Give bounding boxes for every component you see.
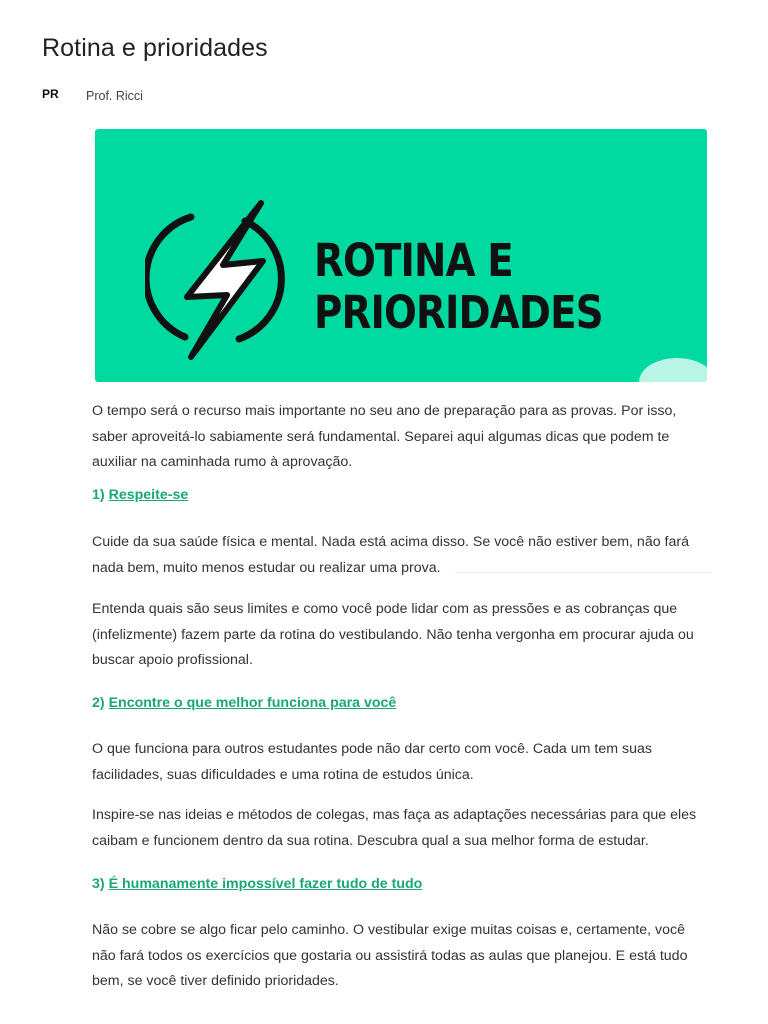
- author-name[interactable]: Prof. Ricci: [86, 89, 143, 103]
- section-1-heading: [92, 487, 188, 503]
- lightning-bolt-icon: [145, 199, 285, 361]
- banner-line-2: PRIORIDADES: [314, 286, 603, 339]
- divider: [455, 572, 710, 573]
- section-2-number: 2): [92, 695, 105, 711]
- section-2-heading: [92, 695, 396, 711]
- banner-line-1: ROTINA E: [314, 234, 513, 287]
- section-3-link[interactable]: É humanamente impossível fazer tudo de tudo: [108, 876, 423, 892]
- section-3-number: 3): [92, 876, 105, 892]
- intro-paragraph: O tempo será o recurso mais importante no seu ano de preparação para as provas. Por isso, saber aproveitá-lo sabiamente será fundamental. Separei aqui algumas dicas que podem te auxiliar na caminhada rumo à aprovação.: [92, 403, 677, 470]
- section-1-number: 1): [92, 487, 105, 503]
- section-3-heading: [92, 876, 422, 892]
- section-1-paragraph-2: Entenda quais são seus limites e como você pode lidar com as pressões e as cobranças que (infelizmente) fazem parte da rotina do vestibulando. Não tenha vergonha em procurar ajuda ou buscar apoio profissional.: [92, 601, 694, 668]
- author-initials: PR: [42, 87, 59, 101]
- page-title: Rotina e prioridades: [42, 34, 268, 62]
- hero-banner: [95, 129, 707, 382]
- section-3-paragraph-1: Não se cobre se algo ficar pelo caminho. O vestibular exige muitas coisas e, certamente, você não fará todos os exercícios que gostaria ou assistirá todas as aulas que planejou. E está tudo bem, se você tiver definido prioridades.: [92, 922, 688, 989]
- section-2-paragraph-2: Inspire-se nas ideias e métodos de colegas, mas faça as adaptações necessárias para que eles caibam e funcionem dentro da sua rotina. Descubra qual a sua melhor forma de estudar.: [92, 807, 697, 849]
- section-2-paragraph-1: O que funciona para outros estudantes pode não dar certo com você. Cada um tem suas facilidades, suas dificuldades e uma rotina de estudos única.: [92, 741, 652, 783]
- section-1-link[interactable]: Respeite-se: [108, 487, 189, 503]
- section-1-paragraph-1: Cuide da sua saúde física e mental. Nada está acima disso. Se você não estiver bem, não fará nada bem, muito menos estudar ou realizar uma prova.: [92, 534, 689, 576]
- banner-wave-decoration: [639, 358, 707, 382]
- banner-heading: [314, 235, 603, 339]
- section-2-link[interactable]: Encontre o que melhor funciona para você: [108, 695, 397, 711]
